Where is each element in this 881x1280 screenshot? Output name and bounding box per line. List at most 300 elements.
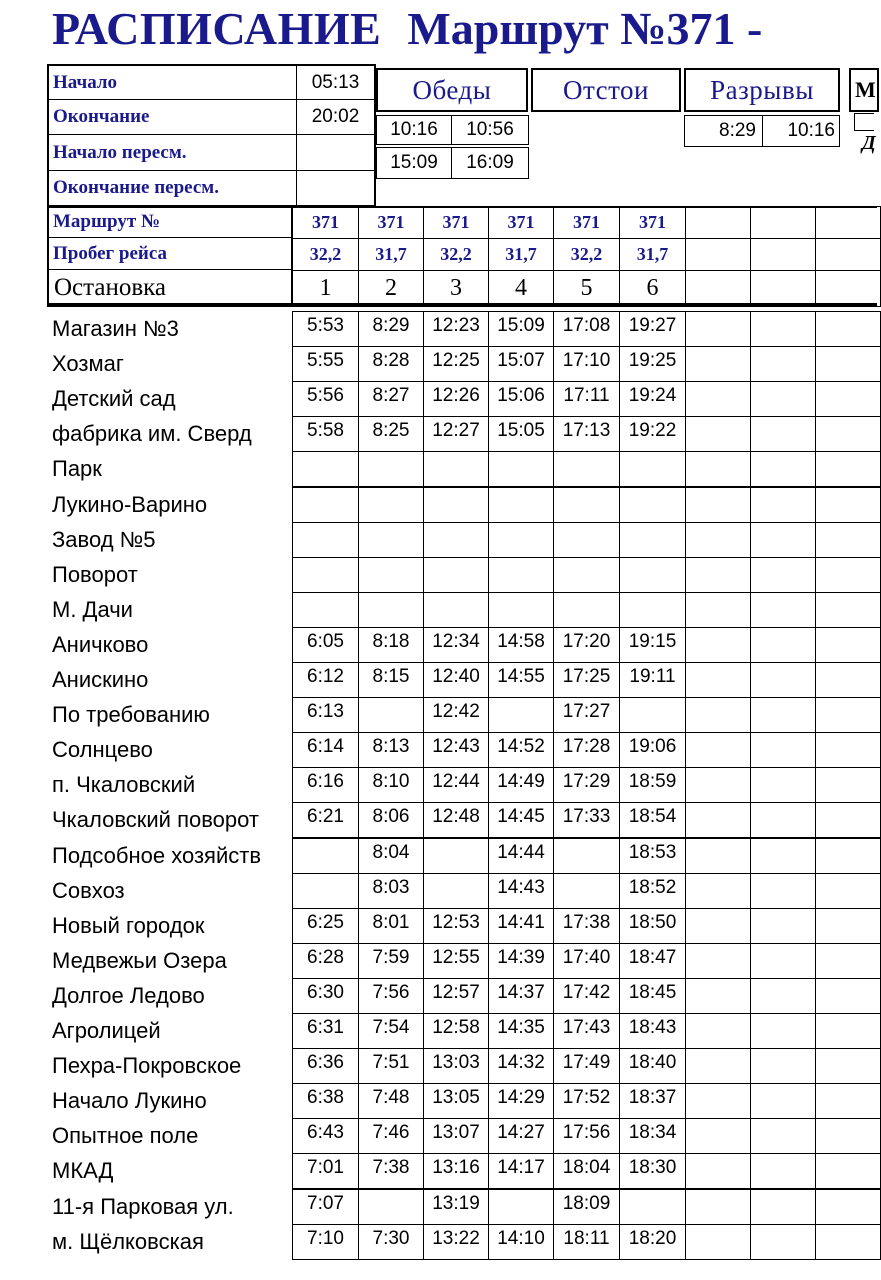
time-cell <box>619 1189 686 1225</box>
time-cell <box>750 662 816 698</box>
stop-name: Аничково <box>52 632 149 657</box>
time-cell <box>815 1189 881 1225</box>
time-cell: 19:22 <box>619 416 686 452</box>
gap-end-1: 10:16 <box>762 115 840 147</box>
stops-header: Отстои <box>531 68 681 112</box>
time-cell <box>488 451 554 487</box>
time-cell: 13:07 <box>423 1118 489 1154</box>
time-cell: 8:10 <box>358 767 424 803</box>
time-cell <box>685 1083 751 1119</box>
stop-name: Анискино <box>52 667 149 692</box>
start-transfer-value <box>297 135 374 171</box>
time-cell: 19:25 <box>619 346 686 382</box>
title-route: Маршрут №371 - <box>407 3 763 54</box>
time-cell: 7:07 <box>292 1189 359 1225</box>
time-cell <box>685 522 751 558</box>
stop-name: Начало Лукино <box>52 1088 207 1113</box>
time-cell: 8:13 <box>358 732 424 768</box>
time-cell: 12:40 <box>423 662 489 698</box>
time-cell: 17:27 <box>553 697 620 733</box>
time-cell <box>619 697 686 733</box>
time-cell <box>815 346 881 382</box>
time-cell <box>815 627 881 663</box>
stop-name: Магазин №3 <box>52 316 179 341</box>
time-cell: 18:40 <box>619 1048 686 1084</box>
time-cell: 17:56 <box>553 1118 620 1154</box>
time-cell <box>619 592 686 628</box>
time-cell: 7:54 <box>358 1013 424 1049</box>
time-cell <box>815 1013 881 1049</box>
title-schedule: РАСПИСАНИЕ <box>52 3 382 54</box>
time-cell: 8:15 <box>358 662 424 698</box>
time-cell: 13:22 <box>423 1224 489 1260</box>
time-cell <box>685 1048 751 1084</box>
time-cell <box>685 346 751 382</box>
time-cell: 19:15 <box>619 627 686 663</box>
time-cell <box>750 802 816 838</box>
time-cell <box>292 557 359 593</box>
time-cell <box>750 1083 816 1119</box>
route-cell: 371 <box>423 206 489 239</box>
time-cell <box>750 978 816 1014</box>
time-cell: 13:05 <box>423 1083 489 1119</box>
time-cell <box>685 1224 751 1260</box>
time-cell <box>685 451 751 487</box>
time-cell: 15:09 <box>488 311 554 347</box>
trip-number-cell <box>815 270 881 307</box>
time-cell: 5:56 <box>292 381 359 417</box>
time-cell: 6:30 <box>292 978 359 1014</box>
time-cell: 8:27 <box>358 381 424 417</box>
time-cell <box>750 767 816 803</box>
time-cell <box>685 873 751 909</box>
time-cell <box>292 873 359 909</box>
time-cell <box>685 557 751 593</box>
cut-box <box>854 113 874 131</box>
time-cell: 14:37 <box>488 978 554 1014</box>
time-cell <box>750 908 816 944</box>
stop-name: Хозмаг <box>52 351 124 376</box>
time-cell <box>488 522 554 558</box>
time-cell <box>750 1153 816 1189</box>
time-cell: 14:41 <box>488 908 554 944</box>
time-cell <box>685 697 751 733</box>
time-cell: 14:27 <box>488 1118 554 1154</box>
route-cell: 371 <box>619 206 686 239</box>
time-cell <box>553 451 620 487</box>
trip-number-cell <box>750 270 816 307</box>
time-cell: 14:52 <box>488 732 554 768</box>
time-cell <box>815 838 881 874</box>
time-cell <box>685 627 751 663</box>
distance-cell <box>685 238 751 271</box>
time-cell <box>553 592 620 628</box>
time-cell: 5:58 <box>292 416 359 452</box>
time-cell: 13:19 <box>423 1189 489 1225</box>
time-cell: 6:38 <box>292 1083 359 1119</box>
stop-name: Долгое Ледово <box>52 983 205 1008</box>
distance-cell <box>750 238 816 271</box>
time-cell <box>750 1224 816 1260</box>
time-cell: 6:05 <box>292 627 359 663</box>
time-cell: 12:42 <box>423 697 489 733</box>
time-cell <box>685 767 751 803</box>
time-cell <box>488 487 554 523</box>
route-cell <box>750 206 816 239</box>
time-cell: 19:11 <box>619 662 686 698</box>
time-cell: 18:34 <box>619 1118 686 1154</box>
time-cell <box>750 873 816 909</box>
time-cell <box>423 522 489 558</box>
start-label: Начало <box>49 66 297 100</box>
time-cell <box>553 838 620 874</box>
time-cell: 17:43 <box>553 1013 620 1049</box>
time-cell: 17:25 <box>553 662 620 698</box>
time-cell <box>815 381 881 417</box>
time-cell: 6:21 <box>292 802 359 838</box>
stop-name: Агролицей <box>52 1018 161 1043</box>
distance-cell: 31,7 <box>358 238 424 271</box>
time-cell <box>815 767 881 803</box>
stop-name: Детский сад <box>52 386 176 411</box>
time-cell <box>815 1083 881 1119</box>
stop-name: п. Чкаловский <box>52 772 196 797</box>
distance-label: Пробег рейса <box>49 238 292 270</box>
time-cell: 5:53 <box>292 311 359 347</box>
time-cell: 12:55 <box>423 943 489 979</box>
time-cell: 5:55 <box>292 346 359 382</box>
start-transfer-label: Начало пересм. <box>49 135 297 171</box>
time-cell <box>750 416 816 452</box>
route-cell <box>685 206 751 239</box>
time-cell: 17:11 <box>553 381 620 417</box>
time-cell <box>750 346 816 382</box>
stop-name: Новый городок <box>52 913 205 938</box>
time-cell: 17:08 <box>553 311 620 347</box>
time-cell: 7:01 <box>292 1153 359 1189</box>
time-cell <box>815 311 881 347</box>
stop-name: Чкаловский поворот <box>52 807 259 832</box>
time-cell <box>488 557 554 593</box>
time-cell: 14:44 <box>488 838 554 874</box>
time-cell <box>685 592 751 628</box>
time-cell: 14:17 <box>488 1153 554 1189</box>
end-transfer-value <box>297 171 374 205</box>
trip-number-cell: 5 <box>553 270 620 307</box>
stop-name: М. Дачи <box>52 597 133 622</box>
time-cell <box>292 451 359 487</box>
distance-cell: 31,7 <box>488 238 554 271</box>
time-cell <box>815 487 881 523</box>
time-cell: 12:23 <box>423 311 489 347</box>
end-label: Окончание <box>49 100 297 135</box>
route-cell: 371 <box>553 206 620 239</box>
gaps-header: Разрывы <box>684 68 840 112</box>
stop-name: Завод №5 <box>52 527 156 552</box>
time-cell: 6:25 <box>292 908 359 944</box>
time-cell: 18:50 <box>619 908 686 944</box>
time-cell <box>750 381 816 417</box>
time-cell <box>619 522 686 558</box>
end-value: 20:02 <box>297 100 374 135</box>
time-cell <box>815 1048 881 1084</box>
time-cell: 17:13 <box>553 416 620 452</box>
time-cell: 17:52 <box>553 1083 620 1119</box>
end-transfer-label: Окончание пересм. <box>49 171 297 205</box>
time-cell: 6:31 <box>292 1013 359 1049</box>
time-cell: 6:43 <box>292 1118 359 1154</box>
time-cell <box>685 732 751 768</box>
time-cell: 17:29 <box>553 767 620 803</box>
time-cell <box>553 873 620 909</box>
time-cell: 7:30 <box>358 1224 424 1260</box>
route-label: Маршрут № <box>49 206 292 238</box>
time-cell: 6:28 <box>292 943 359 979</box>
time-cell <box>815 943 881 979</box>
time-cell: 15:07 <box>488 346 554 382</box>
time-cell <box>815 1153 881 1189</box>
time-cell: 12:53 <box>423 908 489 944</box>
time-cell <box>423 451 489 487</box>
time-cell: 18:59 <box>619 767 686 803</box>
time-cell: 7:59 <box>358 943 424 979</box>
time-cell: 6:16 <box>292 767 359 803</box>
time-cell <box>750 838 816 874</box>
time-cell <box>358 451 424 487</box>
stop-name: Солнцево <box>52 737 153 762</box>
time-cell <box>815 451 881 487</box>
time-cell: 17:42 <box>553 978 620 1014</box>
time-cell: 6:36 <box>292 1048 359 1084</box>
time-cell <box>750 1048 816 1084</box>
time-cell: 18:53 <box>619 838 686 874</box>
time-cell <box>750 697 816 733</box>
time-cell <box>750 557 816 593</box>
time-cell: 17:20 <box>553 627 620 663</box>
time-cell <box>750 1118 816 1154</box>
time-cell: 7:46 <box>358 1118 424 1154</box>
time-cell: 14:45 <box>488 802 554 838</box>
time-cell: 12:43 <box>423 732 489 768</box>
stop-name: МКАД <box>52 1158 114 1183</box>
time-cell: 7:56 <box>358 978 424 1014</box>
time-cell <box>488 697 554 733</box>
trip-number-cell: 3 <box>423 270 489 307</box>
time-cell: 18:45 <box>619 978 686 1014</box>
stop-name: Медвежьи Озера <box>52 948 227 973</box>
time-cell: 14:39 <box>488 943 554 979</box>
time-cell: 18:43 <box>619 1013 686 1049</box>
trip-number-label: Остановка <box>49 270 292 306</box>
time-cell: 17:28 <box>553 732 620 768</box>
time-cell <box>685 381 751 417</box>
time-cell <box>292 522 359 558</box>
time-cell: 13:03 <box>423 1048 489 1084</box>
lunch-end-1: 10:56 <box>451 115 529 145</box>
time-cell: 14:49 <box>488 767 554 803</box>
time-cell: 12:34 <box>423 627 489 663</box>
time-cell: 18:52 <box>619 873 686 909</box>
time-cell: 14:32 <box>488 1048 554 1084</box>
time-cell <box>358 697 424 733</box>
time-cell: 12:25 <box>423 346 489 382</box>
time-cell <box>750 732 816 768</box>
time-cell <box>423 873 489 909</box>
time-cell: 17:49 <box>553 1048 620 1084</box>
time-cell: 17:38 <box>553 908 620 944</box>
time-cell: 12:44 <box>423 767 489 803</box>
time-cell <box>685 978 751 1014</box>
time-cell <box>815 908 881 944</box>
time-cell <box>815 416 881 452</box>
lunch-header: Обеды <box>376 68 528 112</box>
lunch-end-2: 16:09 <box>451 147 529 179</box>
time-cell <box>815 978 881 1014</box>
page-title <box>52 2 869 60</box>
time-cell: 18:54 <box>619 802 686 838</box>
stop-name: Совхоз <box>52 878 125 903</box>
trip-number-cell: 6 <box>619 270 686 307</box>
distance-cell <box>815 238 881 271</box>
time-cell <box>292 838 359 874</box>
time-cell: 18:37 <box>619 1083 686 1119</box>
time-cell: 6:14 <box>292 732 359 768</box>
time-cell: 14:29 <box>488 1083 554 1119</box>
trip-number-cell <box>685 270 751 307</box>
time-cell <box>750 1189 816 1225</box>
time-cell <box>685 838 751 874</box>
time-cell: 13:16 <box>423 1153 489 1189</box>
trip-number-cell: 4 <box>488 270 554 307</box>
time-cell: 14:35 <box>488 1013 554 1049</box>
time-cell <box>750 1013 816 1049</box>
trip-number-cell: 2 <box>358 270 424 307</box>
time-cell <box>685 1189 751 1225</box>
time-cell <box>815 522 881 558</box>
time-cell <box>815 557 881 593</box>
time-cell <box>685 416 751 452</box>
route-cell: 371 <box>358 206 424 239</box>
cut-header-text: М <box>855 77 876 102</box>
time-cell: 18:20 <box>619 1224 686 1260</box>
time-cell: 6:13 <box>292 697 359 733</box>
time-cell <box>423 592 489 628</box>
time-cell: 18:47 <box>619 943 686 979</box>
time-cell <box>685 662 751 698</box>
time-cell <box>553 522 620 558</box>
time-cell <box>815 1224 881 1260</box>
route-cell <box>815 206 881 239</box>
distance-cell: 31,7 <box>619 238 686 271</box>
time-cell: 17:10 <box>553 346 620 382</box>
time-cell: 7:38 <box>358 1153 424 1189</box>
time-cell <box>815 873 881 909</box>
distance-cell: 32,2 <box>292 238 359 271</box>
time-cell: 19:24 <box>619 381 686 417</box>
stop-name: фабрика им. Сверд <box>52 421 252 446</box>
time-cell <box>292 487 359 523</box>
time-cell: 18:30 <box>619 1153 686 1189</box>
time-cell <box>619 487 686 523</box>
time-cell <box>685 1118 751 1154</box>
time-cell <box>815 1118 881 1154</box>
time-cell <box>685 802 751 838</box>
stop-name: Поворот <box>52 562 138 587</box>
time-cell <box>815 732 881 768</box>
route-cell: 371 <box>488 206 554 239</box>
time-cell: 8:18 <box>358 627 424 663</box>
time-cell: 7:51 <box>358 1048 424 1084</box>
cut-header <box>849 68 879 112</box>
time-cell <box>685 311 751 347</box>
time-cell <box>685 1153 751 1189</box>
time-cell: 18:09 <box>553 1189 620 1225</box>
time-cell: 14:43 <box>488 873 554 909</box>
stop-name: Опытное поле <box>52 1123 199 1148</box>
time-cell: 8:28 <box>358 346 424 382</box>
time-cell: 15:05 <box>488 416 554 452</box>
time-cell <box>619 451 686 487</box>
time-cell <box>292 592 359 628</box>
time-cell: 18:11 <box>553 1224 620 1260</box>
gap-start-1: 8:29 <box>684 115 763 147</box>
lunch-start-2: 15:09 <box>376 147 452 179</box>
stop-name: Подсобное хозяйств <box>52 843 262 868</box>
time-cell: 14:10 <box>488 1224 554 1260</box>
time-cell <box>488 1189 554 1225</box>
time-cell: 6:12 <box>292 662 359 698</box>
time-cell <box>685 943 751 979</box>
time-cell: 18:04 <box>553 1153 620 1189</box>
trip-number-cell: 1 <box>292 270 359 307</box>
time-cell: 15:06 <box>488 381 554 417</box>
time-cell: 8:06 <box>358 802 424 838</box>
time-cell: 12:27 <box>423 416 489 452</box>
time-cell <box>750 592 816 628</box>
time-cell: 17:33 <box>553 802 620 838</box>
time-cell: 19:27 <box>619 311 686 347</box>
time-cell <box>750 943 816 979</box>
stop-name: Пехра-Покровское <box>52 1053 242 1078</box>
time-cell: 12:26 <box>423 381 489 417</box>
time-cell <box>358 487 424 523</box>
time-cell: 8:01 <box>358 908 424 944</box>
distance-cell: 32,2 <box>423 238 489 271</box>
stop-name: м. Щёлковская <box>52 1229 204 1254</box>
time-cell: 7:48 <box>358 1083 424 1119</box>
time-cell <box>423 557 489 593</box>
time-cell <box>750 627 816 663</box>
time-cell <box>553 487 620 523</box>
time-cell: 14:58 <box>488 627 554 663</box>
time-cell <box>553 557 620 593</box>
time-cell <box>358 592 424 628</box>
time-cell <box>358 557 424 593</box>
time-cell <box>750 522 816 558</box>
time-cell <box>750 487 816 523</box>
time-cell: 19:06 <box>619 732 686 768</box>
distance-cell: 32,2 <box>553 238 620 271</box>
time-cell <box>750 311 816 347</box>
time-cell <box>685 908 751 944</box>
time-cell: 8:29 <box>358 311 424 347</box>
time-cell: 8:03 <box>358 873 424 909</box>
time-cell <box>815 802 881 838</box>
time-cell <box>815 697 881 733</box>
time-cell: 17:40 <box>553 943 620 979</box>
time-cell <box>619 557 686 593</box>
time-cell <box>358 1189 424 1225</box>
